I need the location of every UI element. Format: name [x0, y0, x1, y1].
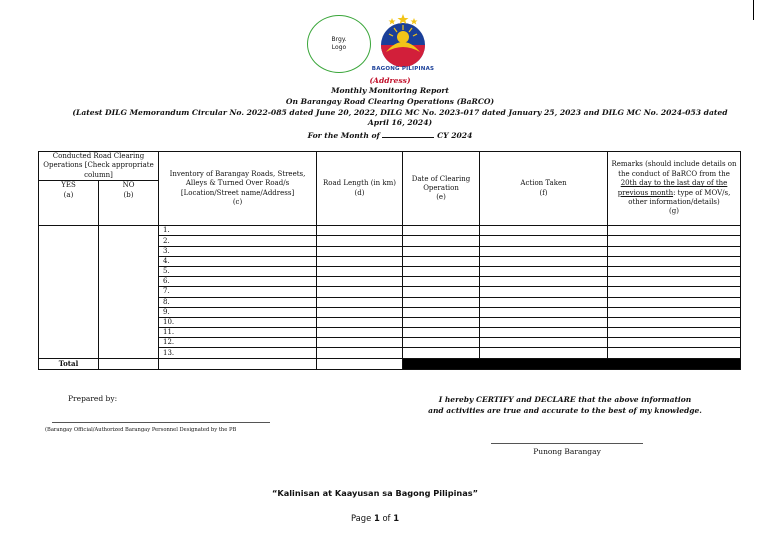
inventory-cell[interactable]: 11.	[159, 328, 317, 338]
page-total: 1	[393, 513, 400, 523]
header-no-code: (b)	[123, 190, 134, 199]
length-cell[interactable]	[317, 307, 403, 317]
date-cell[interactable]	[403, 297, 480, 307]
punong-barangay-signature-line	[491, 443, 643, 444]
remarks-cell[interactable]	[608, 307, 741, 317]
action-cell[interactable]	[480, 307, 608, 317]
date-cell[interactable]	[403, 307, 480, 317]
inventory-cell[interactable]: 3.	[159, 246, 317, 256]
action-cell[interactable]	[480, 338, 608, 348]
header-inventory-code: (c)	[232, 198, 243, 207]
header-no	[99, 181, 159, 226]
remarks-cell[interactable]	[608, 277, 741, 287]
header-row-1	[39, 152, 741, 181]
report-title: Monthly Monitoring Report	[331, 86, 449, 95]
header-date-label: Date of Clearing Operation	[411, 174, 471, 192]
action-cell[interactable]	[480, 317, 608, 327]
inventory-cell[interactable]: 10.	[159, 317, 317, 327]
header-remarks-label	[610, 160, 738, 207]
date-cell[interactable]	[403, 226, 480, 236]
header-conducted: Conducted Road Clearing Operations [Check appropriate column]	[39, 152, 159, 181]
barco-report-table	[38, 151, 741, 370]
header-road-length-code: (d)	[354, 188, 365, 197]
header-yes-label: YES	[61, 181, 76, 190]
inventory-cell[interactable]: 9.	[159, 307, 317, 317]
action-cell[interactable]	[480, 266, 608, 276]
action-cell[interactable]	[480, 348, 608, 358]
inventory-cell[interactable]: 12.	[159, 338, 317, 348]
total-label: Total	[39, 358, 99, 369]
action-cell[interactable]	[480, 287, 608, 297]
inventory-cell[interactable]: 1.	[159, 226, 317, 236]
length-cell[interactable]	[317, 338, 403, 348]
action-cell[interactable]	[480, 297, 608, 307]
header-road-length	[317, 152, 403, 226]
remarks-cell[interactable]	[608, 297, 741, 307]
header-inventory	[159, 152, 317, 226]
length-cell[interactable]	[317, 287, 403, 297]
inventory-cell[interactable]: 6.	[159, 277, 317, 287]
bagong-pilipinas-emblem-icon	[372, 12, 434, 74]
length-cell[interactable]	[317, 256, 403, 266]
total-inventory-cell[interactable]	[159, 358, 317, 369]
action-cell[interactable]	[480, 226, 608, 236]
punong-barangay-caption: Punong Barangay	[533, 447, 601, 456]
inventory-cell[interactable]: 4.	[159, 256, 317, 266]
address-line: (Address)	[369, 76, 411, 85]
remarks-cell[interactable]	[608, 266, 741, 276]
date-cell[interactable]	[403, 277, 480, 287]
header-remarks	[608, 152, 741, 226]
length-cell[interactable]	[317, 236, 403, 246]
length-cell[interactable]	[317, 348, 403, 358]
remarks-cell[interactable]	[608, 287, 741, 297]
logo-line2: Logo	[331, 44, 347, 51]
page-number	[0, 513, 750, 523]
inventory-cell[interactable]: 7.	[159, 287, 317, 297]
inventory-cell[interactable]: 8.	[159, 297, 317, 307]
action-cell[interactable]	[480, 256, 608, 266]
slogan: “Kalinisan at Kaayusan sa Bagong Pilipinas”	[272, 488, 478, 498]
header-action-code: (f)	[539, 188, 548, 197]
date-cell[interactable]	[403, 338, 480, 348]
length-cell[interactable]	[317, 328, 403, 338]
remarks-cell[interactable]	[608, 338, 741, 348]
inventory-cell[interactable]: 13.	[159, 348, 317, 358]
length-cell[interactable]	[317, 226, 403, 236]
remarks-cell[interactable]	[608, 256, 741, 266]
date-cell[interactable]	[403, 317, 480, 327]
remarks-cell[interactable]	[608, 226, 741, 236]
header-no-label: NO	[122, 181, 135, 190]
no-cell[interactable]	[99, 226, 159, 358]
header-date	[403, 152, 480, 226]
month-blank[interactable]	[382, 130, 434, 138]
header-road-length-label: Road Length (in km)	[323, 179, 397, 188]
prepared-by-signature-line	[52, 422, 270, 423]
remarks-cell[interactable]	[608, 236, 741, 246]
date-cell[interactable]	[403, 328, 480, 338]
action-cell[interactable]	[480, 246, 608, 256]
total-row	[39, 358, 741, 369]
remarks-cell[interactable]	[608, 246, 741, 256]
certification-statement	[420, 394, 710, 416]
memorandum-reference: (Latest DILG Memorandum Circular No. 2022-085 dated June 20, 2022, DILG MC No. 2023-017 dated January 25, 2023 and DILG MC No. 2024-053 dated April 16, 2024)	[72, 108, 728, 127]
date-cell[interactable]	[403, 348, 480, 358]
header-action-label: Action Taken	[520, 179, 567, 188]
length-cell[interactable]	[317, 246, 403, 256]
date-cell[interactable]	[403, 236, 480, 246]
date-cell[interactable]	[403, 256, 480, 266]
remarks-text-b: : type of MOV/s, other information/details)	[628, 188, 731, 207]
report-month-line	[60, 130, 720, 141]
length-cell[interactable]	[317, 297, 403, 307]
month-prefix: For the Month of	[307, 131, 380, 140]
page-of: of	[382, 513, 391, 523]
header-remarks-code: (g)	[669, 207, 679, 216]
length-cell[interactable]	[317, 266, 403, 276]
barangay-logo-placeholder	[307, 15, 371, 73]
inventory-cell[interactable]: 5.	[159, 266, 317, 276]
page-current: 1	[373, 513, 380, 523]
header-yes-code: (a)	[63, 190, 74, 199]
remarks-cell[interactable]	[608, 328, 741, 338]
inventory-cell[interactable]: 2.	[159, 236, 317, 246]
action-cell[interactable]	[480, 277, 608, 287]
header-yes	[39, 181, 99, 226]
page-word: Page	[350, 513, 372, 523]
table-row	[39, 226, 741, 236]
date-cell[interactable]	[403, 287, 480, 297]
prepared-by-label: Prepared by:	[68, 394, 118, 403]
length-cell[interactable]	[317, 317, 403, 327]
header-action	[480, 152, 608, 226]
certify-line1: I hereby CERTIFY and DECLARE that the above information	[438, 395, 692, 404]
action-cell[interactable]	[480, 236, 608, 246]
emblem-label: BAGONG PILIPINAS	[371, 66, 435, 72]
total-shaded-cell	[403, 358, 741, 369]
month-suffix: CY 2024	[437, 131, 473, 140]
header-inventory-label: Inventory of Barangay Roads, Streets, Alleys & Turned Over Road/s [Location/Street name/Address]	[169, 169, 306, 197]
yes-cell[interactable]	[39, 226, 99, 358]
certify-line2: and activities are true and accurate to the best of my knowledge.	[428, 406, 702, 415]
remarks-underlined: 20th day to the last day of the previous month	[617, 179, 728, 197]
remarks-text-a: Remarks (should include details on the conduct of BaRCO from the	[611, 160, 737, 178]
total-length-cell[interactable]	[317, 358, 403, 369]
action-cell[interactable]	[480, 328, 608, 338]
logo-line1: Brgy.	[331, 36, 347, 43]
report-subtitle: On Barangay Road Clearing Operations (BaRCO)	[285, 97, 495, 106]
length-cell[interactable]	[317, 277, 403, 287]
date-cell[interactable]	[403, 266, 480, 276]
header-date-code: (e)	[436, 193, 446, 202]
date-cell[interactable]	[403, 246, 480, 256]
total-no-cell[interactable]	[99, 358, 159, 369]
remarks-cell[interactable]	[608, 348, 741, 358]
remarks-cell[interactable]	[608, 317, 741, 327]
prepared-by-caption: (Barangay Official/Authorized Barangay Personnel Designated by the PB	[45, 427, 237, 433]
page-edge-rule	[753, 0, 754, 20]
